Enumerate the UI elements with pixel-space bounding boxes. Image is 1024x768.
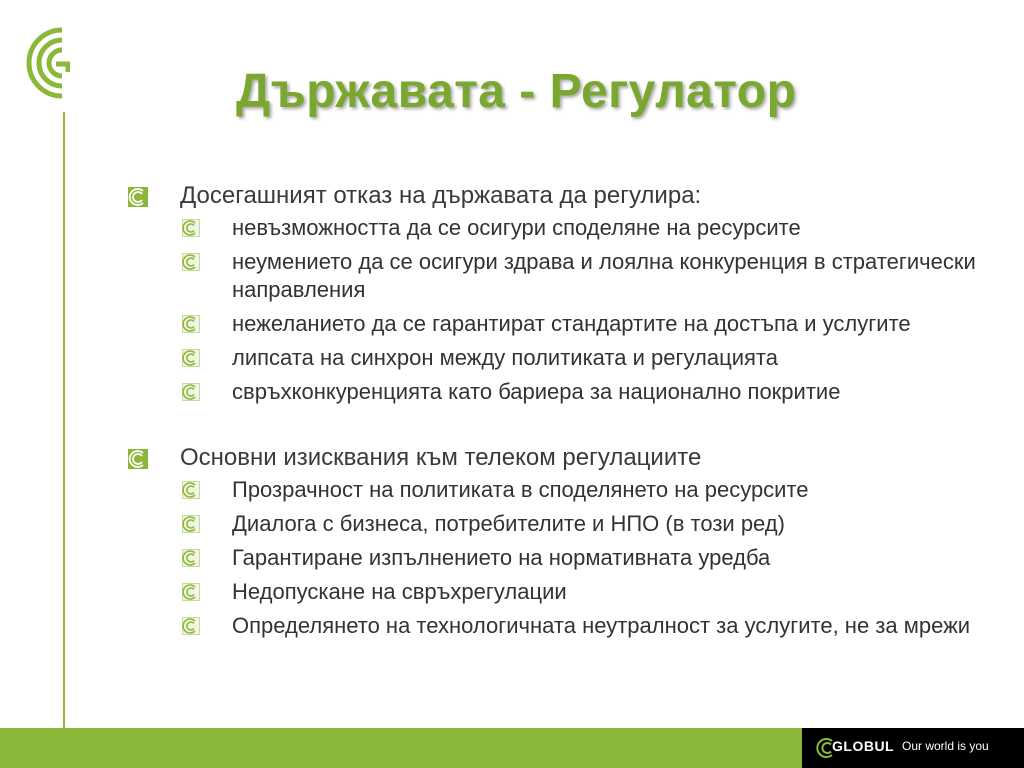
section-heading [128, 180, 988, 212]
sub-bullet-icon [182, 583, 200, 601]
section-heading-text: Основни изисквания към телеком регулациите [180, 444, 702, 471]
section-heading-text: Досегашният отказ на държавата да регулира: [180, 182, 702, 209]
sub-bullet-icon [182, 315, 200, 333]
list-item-text: Недопускане на свръхрегулации [232, 579, 567, 604]
sub-bullet-icon [182, 549, 200, 567]
section-spacer [128, 412, 988, 442]
sub-bullet-icon [182, 219, 200, 237]
list-item-text: невъзможността да се осигури споделяне на ресурсите [232, 215, 801, 240]
list-item [128, 344, 988, 372]
section-heading [128, 442, 988, 474]
brand-name: GLOBUL [832, 738, 895, 754]
bullet-icon [128, 187, 148, 207]
vertical-divider [63, 112, 65, 728]
list-item [128, 310, 988, 338]
sub-bullet-icon [182, 515, 200, 533]
list-item-text: нежеланието да се гарантират стандартите на достъпа и услугите [232, 311, 911, 336]
list-item-text: Гарантиране изпълнението на нормативната уредба [232, 545, 771, 570]
list-item [128, 578, 988, 606]
slide-title: Държавата - Регулатор [236, 65, 797, 118]
list-item [128, 214, 988, 242]
list-item [128, 378, 988, 406]
list-item-text: липсата на синхрон между политиката и регулацията [232, 345, 778, 370]
sub-bullet-icon [182, 253, 200, 271]
brand-box [802, 728, 1024, 768]
slide-content [128, 180, 988, 646]
sub-bullet-icon [182, 617, 200, 635]
list-item-text: свръхконкуренцията като бариера за национално покритие [232, 379, 841, 404]
list-item-text: неумението да се осигури здрава и лоялна конкуренция в стратегически направления [232, 249, 976, 302]
list-item-text: Определянето на технологичната неутралност за услугите, не за мрежи [232, 613, 971, 638]
bullet-icon [128, 449, 148, 469]
sub-bullet-icon [182, 383, 200, 401]
list-item [128, 248, 988, 304]
sub-bullet-icon [182, 349, 200, 367]
list-item [128, 612, 988, 640]
sub-bullet-icon [182, 481, 200, 499]
brand-tagline: Our world is you [902, 739, 989, 753]
list-item [128, 544, 988, 572]
list-item-text: Прозрачност на политиката в споделянето на ресурсите [232, 477, 809, 502]
list-item-text: Диалога с бизнеса, потребителите и НПО (в този ред) [232, 511, 785, 536]
list-item [128, 476, 988, 504]
footer-bar [0, 728, 1024, 768]
list-item [128, 510, 988, 538]
corner-logo-icon [22, 24, 70, 102]
